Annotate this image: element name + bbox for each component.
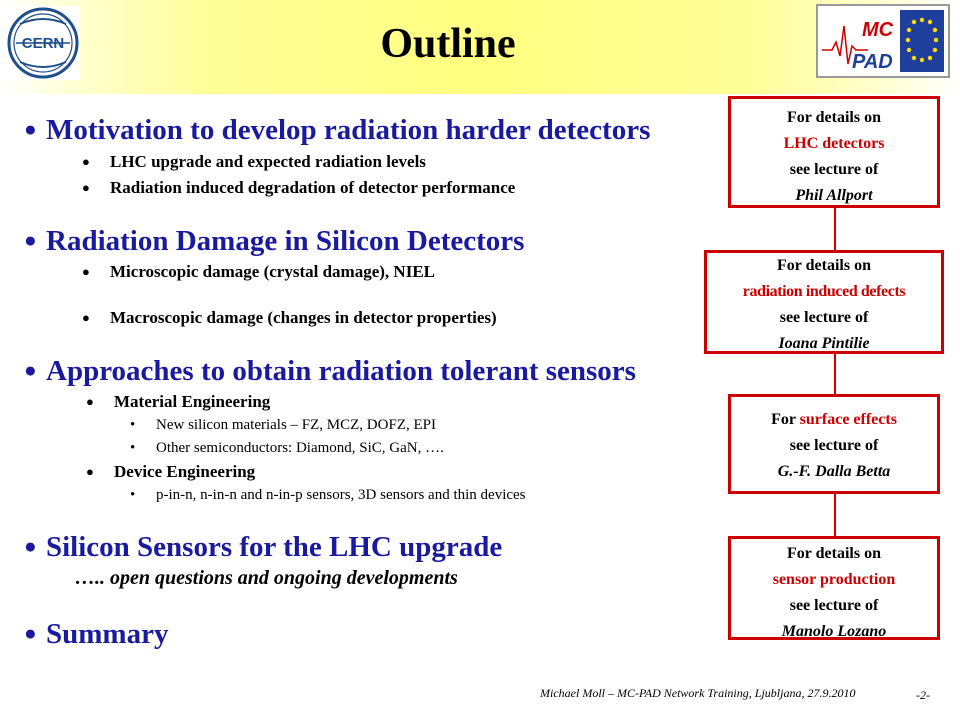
- details-box-sensor-production: For details on sensor production see lecture of Manolo Lozano: [728, 536, 940, 640]
- page-number: -2-: [916, 688, 930, 702]
- section-heading-motivation: ● Motivation to develop radiation harder detectors: [24, 114, 651, 146]
- mcpad-logo: [816, 4, 950, 78]
- section-heading-silicon-sensors: ● Silicon Sensors for the LHC upgrade: [24, 531, 503, 563]
- bullet-icon: ●: [82, 154, 90, 169]
- bullet-icon: ●: [24, 534, 37, 558]
- connector-line: [834, 208, 836, 253]
- bullet-icon: ●: [24, 358, 37, 382]
- section-heading-radiation-damage: ● Radiation Damage in Silicon Detectors: [24, 225, 525, 257]
- bullet-icon: ●: [24, 621, 37, 645]
- list-subitem: • New silicon materials – FZ, MCZ, DOFZ, EPI: [130, 417, 436, 433]
- bullet-icon: ●: [86, 394, 94, 409]
- list-item: ● Macroscopic damage (changes in detector properties): [82, 308, 497, 327]
- connector-line: [834, 494, 836, 536]
- header-bar: [0, 0, 960, 94]
- connector-line: [834, 352, 836, 394]
- mcpad-logo-pad: PAD: [852, 51, 893, 73]
- bullet-icon: •: [130, 417, 136, 433]
- bullet-icon: •: [130, 487, 136, 503]
- page-title: Outline: [380, 21, 516, 67]
- section-heading-summary: ● Summary: [24, 618, 169, 650]
- mcpad-logo-mc: MC: [862, 19, 894, 41]
- footer-credit: Michael Moll – MC-PAD Network Training, Ljubljana, 27.9.2010: [540, 686, 856, 700]
- bullet-icon: ●: [82, 180, 90, 195]
- section-heading-approaches: ● Approaches to obtain radiation tolerant sensors: [24, 355, 636, 387]
- cern-logo-text: CERN: [21, 35, 65, 52]
- list-item: ● Material Engineering: [86, 392, 271, 411]
- list-item: ● Microscopic damage (crystal damage), NIEL: [82, 262, 435, 281]
- details-box-radiation-defects: For details on radiation induced defects see lecture of Ioana Pintilie: [704, 250, 944, 354]
- details-box-surface-effects: For surface effects see lecture of G.-F. Dalla Betta: [728, 394, 940, 494]
- list-item: ● Device Engineering: [86, 462, 256, 481]
- bullet-icon: ●: [24, 228, 37, 252]
- list-subitem: • p-in-n, n-in-n and n-in-p sensors, 3D sensors and thin devices: [130, 487, 526, 503]
- list-item: ● Radiation induced degradation of detector performance: [82, 178, 516, 197]
- list-subitem: • Other semiconductors: Diamond, SiC, GaN, ….: [130, 440, 444, 456]
- list-item: ● LHC upgrade and expected radiation levels: [82, 152, 426, 171]
- section-subtitle: ….. open questions and ongoing developments: [75, 567, 458, 589]
- details-box-lhc-detectors: For details on LHC detectors see lecture of Phil Allport: [728, 96, 940, 208]
- bullet-icon: •: [130, 440, 136, 456]
- bullet-icon: ●: [82, 310, 90, 325]
- bullet-icon: ●: [82, 264, 90, 279]
- bullet-icon: ●: [24, 117, 37, 141]
- bullet-icon: ●: [86, 464, 94, 479]
